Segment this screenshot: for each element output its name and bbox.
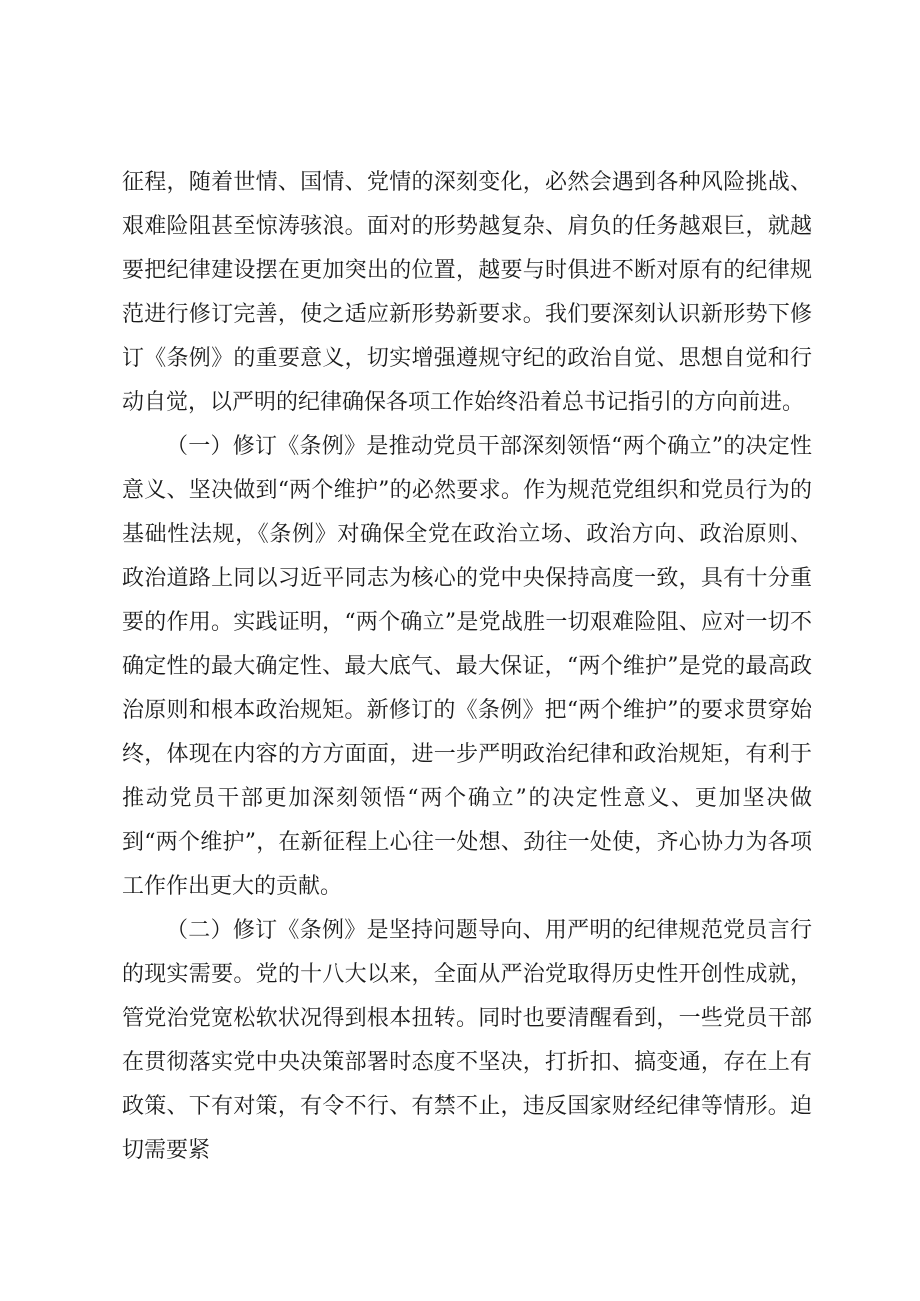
paragraph-section-one: （一）修订《条例》是推动党员干部深刻领悟“两个确立”的决定性意义、坚决做到“两个维护”的必然要求。作为规范党组织和党员行为的基础性法规，《条例》对确保全党在政治立场、政治方向、政治原则、政治道路上同以习近平同志为核心的党中央保持高度一致，具有十分重要的作用。实践证明，“两个确立”是党战胜一切艰难险阻、应对一切不确定性的最大确定性、最大底气、最大保证，“两个维护”是党的最高政治原则和根本政治规矩。新修订的《条例》把“两个维护”的要求贯穿始终，体现在内容的方方面面，进一步严明政治纪律和政治规矩，有利于推动党员干部更加深刻领悟“两个确立”的决定性意义、更加坚决做到“两个维护”，在新征程上心往一处想、劲往一处使，齐心协力为各项工作作出更大的贡献。	[122, 434, 812, 899]
document-body	[122, 161, 812, 1173]
paragraph-section-two: （二）修订《条例》是坚持问题导向、用严明的纪律规范党员言行的现实需要。党的十八大以来，全面从严治党取得历史性开创性成就，管党治党宽松软状况得到根本扭转。同时也要清醒看到，一些党员干部在贯彻落实党中央决策部署时态度不坚决，打折扣、搞变通，存在上有政策、下有对策，有令不行、有禁不止，违反国家财经纪律等情形。迫切需要紧	[122, 918, 812, 1163]
paragraph-continuation: 征程，随着世情、国情、党情的深刻变化，必然会遇到各种风险挑战、艰难险阻甚至惊涛骇浪。面对的形势越复杂、肩负的任务越艰巨，就越要把纪律建设摆在更加突出的位置，越要与时俱进不断对原有的纪律规范进行修订完善，使之适应新形势新要求。我们要深刻认识新形势下修订《条例》的重要意义，切实增强遵规守纪的政治自觉、思想自觉和行动自觉，以严明的纪律确保各项工作始终沿着总书记指引的方向前进。	[122, 170, 812, 415]
